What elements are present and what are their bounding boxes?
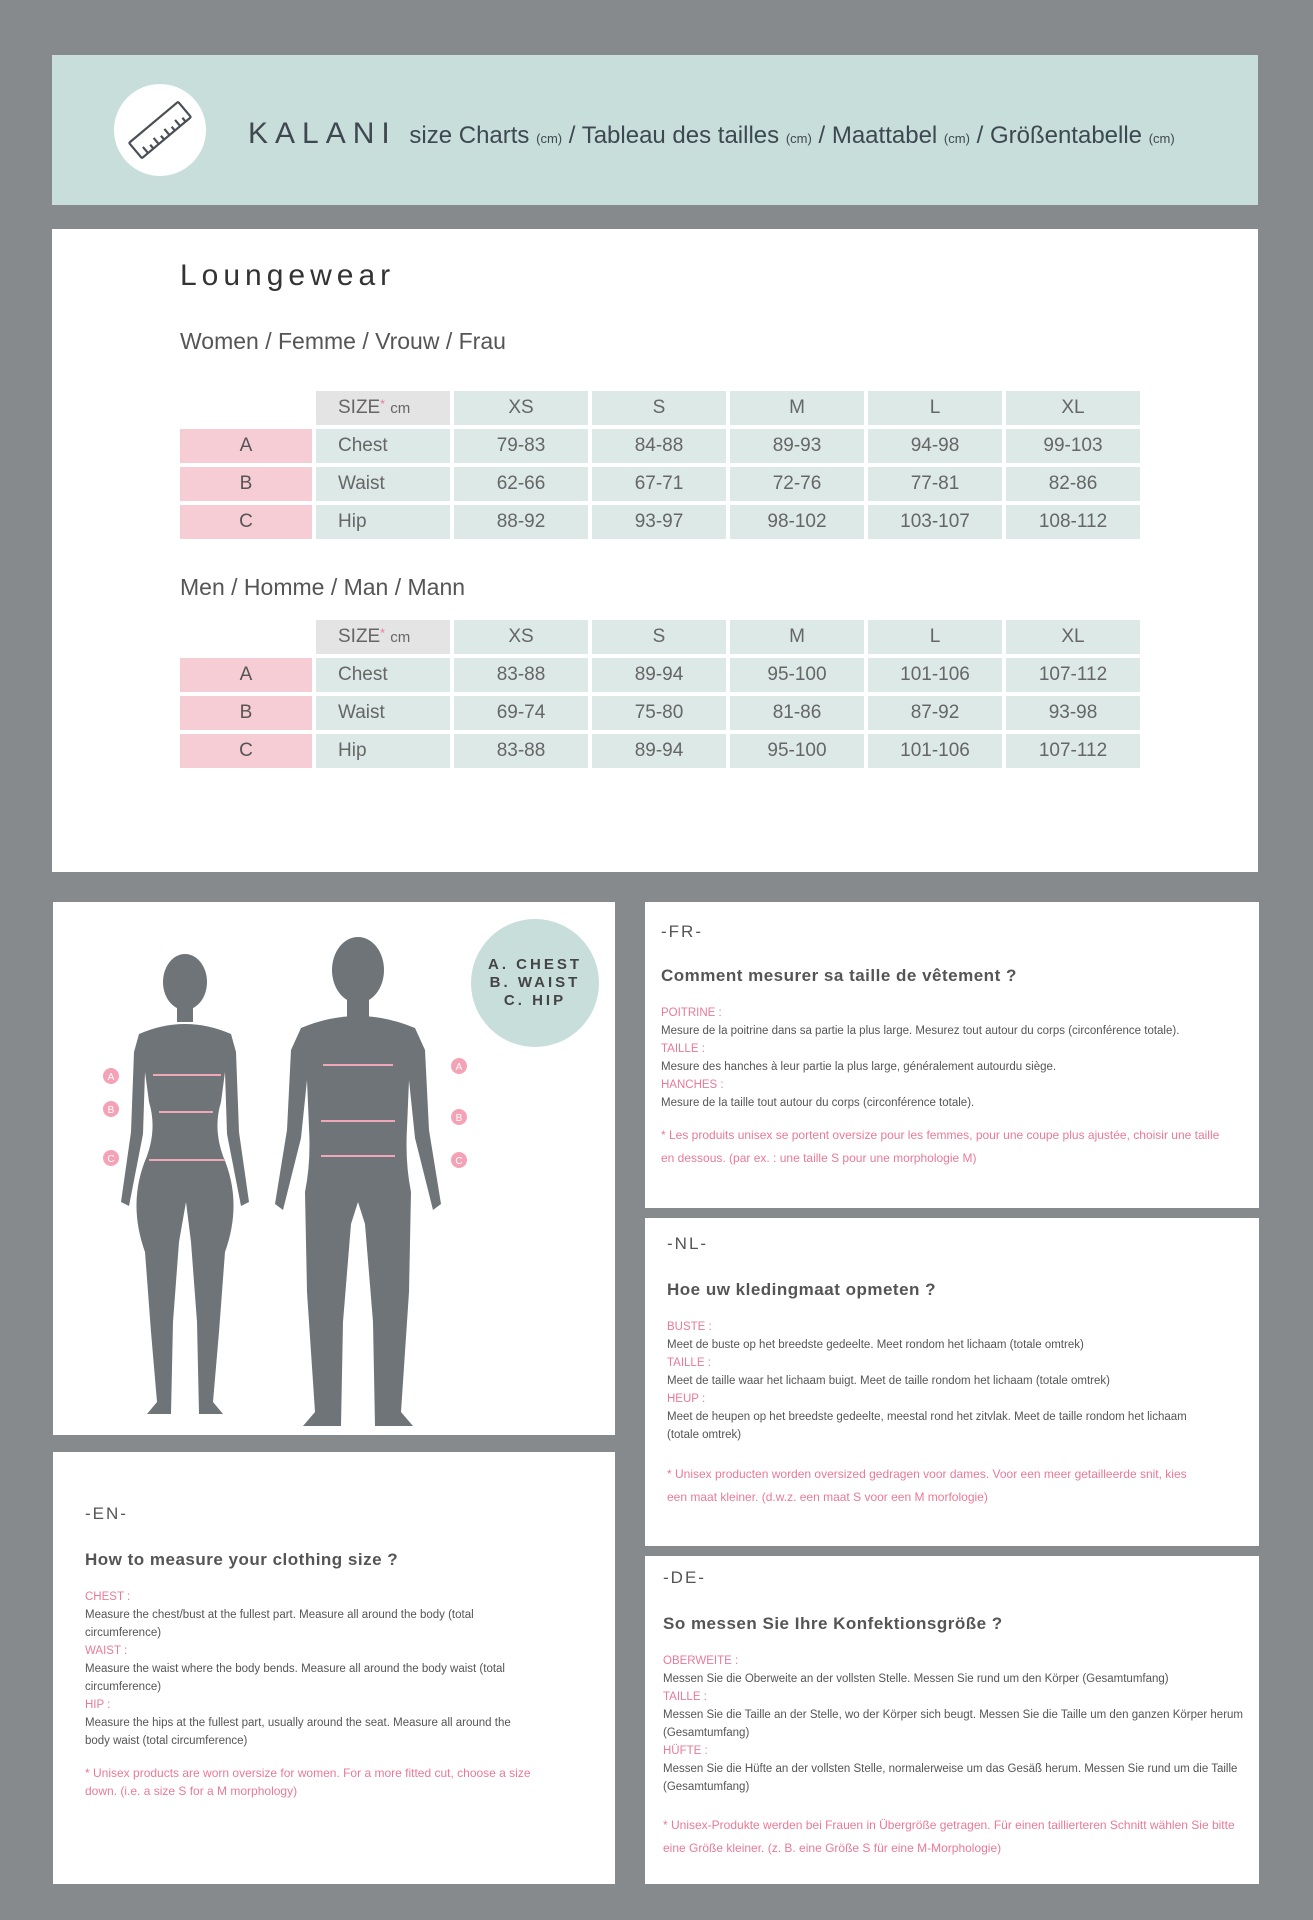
women-size-table (176, 387, 1144, 543)
marker-c-right (451, 1152, 467, 1168)
table-header-row (180, 620, 1140, 654)
size-value: 67-71 (592, 467, 726, 501)
language-tag: -NL- (667, 1234, 709, 1253)
size-col-header: XS (454, 391, 588, 425)
language-tag: -DE- (663, 1568, 706, 1587)
category-title: Loungewear (180, 259, 396, 292)
size-value: 93-97 (592, 505, 726, 539)
size-value: 98-102 (730, 505, 864, 539)
size-value: 89-94 (592, 734, 726, 768)
size-value: 83-88 (454, 658, 588, 692)
size-value: 82-86 (1006, 467, 1140, 501)
svg-text:A: A (455, 1062, 463, 1073)
row-code: C (180, 734, 312, 768)
measure-label: Hip (316, 734, 450, 768)
row-code: C (180, 505, 312, 539)
men-size-table (176, 616, 1144, 772)
size-col-header: M (730, 391, 864, 425)
size-col-header: M (730, 620, 864, 654)
marker-b-left (103, 1101, 119, 1117)
size-value: 107-112 (1006, 734, 1140, 768)
marker-a-left (103, 1068, 119, 1084)
instructions-body: POITRINE : Mesure de la poitrine dans sa partie la plus large. Mesurez tout autour du corps (circonférence totale). TAILLE : Mesure des hanches à leur partie la plus large, généralement autourdu siège. HANCHES : Mesure de la taille tout autour du corps (circonférence totale). (661, 1007, 1180, 1109)
size-value: 87-92 (868, 696, 1002, 730)
table-row (180, 467, 1140, 501)
size-header-cell: SIZE* cm (316, 620, 450, 654)
size-value: 77-81 (868, 467, 1002, 501)
svg-text:C: C (455, 1156, 463, 1167)
size-value: 84-88 (592, 429, 726, 463)
svg-text:A: A (107, 1072, 115, 1083)
row-code: A (180, 658, 312, 692)
size-value: 75-80 (592, 696, 726, 730)
size-col-header: XL (1006, 391, 1140, 425)
instructions-heading: Hoe uw kledingmaat opmeten ? (667, 1280, 937, 1299)
size-value: 94-98 (868, 429, 1002, 463)
body-figure-panel (53, 902, 615, 1435)
size-value: 108-112 (1006, 505, 1140, 539)
instructions-body: CHEST : Measure the chest/bust at the fullest part. Measure all around the body (total circumference) WAIST : Measure the waist where the body bends. Measure all around the body waist (total circumference) HIP : Measure the hips at the fullest part, usually around the seat. Measure all around the body waist (total circumference) (85, 1591, 511, 1747)
table-row (180, 696, 1140, 730)
size-value: 69-74 (454, 696, 588, 730)
size-value: 95-100 (730, 658, 864, 692)
instructions-body: OBERWEITE : Messen Sie die Oberweite an der vollsten Stelle. Messen Sie rund um den Körper (Gesamtumfang) TAILLE : Messen Sie die Taille an der Stelle, wo der Körper sich beugt. Messen Sie die Taille um den ganzen Körper herum (Gesamtumfang) HÜFTE : Messen Sie die Hüfte an der vollsten Stelle, normalerweise um das Gesäß herum. Messen Sie rund um die Taille (Gesamtumfang) (663, 1655, 1244, 1793)
en-instructions-panel (53, 1452, 615, 1884)
marker-c-left (103, 1150, 119, 1166)
svg-text:B: B (107, 1105, 115, 1116)
size-value: 95-100 (730, 734, 864, 768)
measure-label: Hip (316, 505, 450, 539)
size-value: 99-103 (1006, 429, 1140, 463)
size-value: 93-98 (1006, 696, 1140, 730)
size-value: 83-88 (454, 734, 588, 768)
unisex-note: * Les produits unisex se portent oversize pour les femmes, pour une coupe plus ajustée, choisir une taille en dessous. (par ex. : une taille S pour une morphologie M) (661, 1128, 1220, 1165)
row-code: B (180, 696, 312, 730)
marker-b-right (451, 1109, 467, 1125)
instructions-heading: How to measure your clothing size ? (85, 1550, 399, 1569)
unisex-note: * Unisex producten worden oversized gedragen voor dames. Voor een meer getailleerde snit, kies een maat kleiner. (d.w.z. een maat S voor een M morfologie) (667, 1467, 1187, 1504)
nl-instructions-panel (645, 1218, 1259, 1546)
size-header-cell: SIZE* cm (316, 391, 450, 425)
measure-label: Waist (316, 696, 450, 730)
ruler-icon (114, 84, 206, 176)
size-col-header: S (592, 391, 726, 425)
header-banner (52, 55, 1258, 205)
size-chart-panel (52, 229, 1258, 872)
size-value: 79-83 (454, 429, 588, 463)
de-instructions-panel (645, 1556, 1259, 1884)
measure-label: Chest (316, 429, 450, 463)
unisex-note: * Unisex products are worn oversize for women. For a more fitted cut, choose a size down. (i.e. a size S for a M morphology) (85, 1766, 531, 1798)
size-value: 72-76 (730, 467, 864, 501)
marker-a-right (451, 1058, 467, 1074)
row-code: A (180, 429, 312, 463)
size-value: 81-86 (730, 696, 864, 730)
size-col-header: XL (1006, 620, 1140, 654)
size-value: 89-93 (730, 429, 864, 463)
measure-label: Chest (316, 658, 450, 692)
table-header-row (180, 391, 1140, 425)
table-row (180, 429, 1140, 463)
measure-label: Waist (316, 467, 450, 501)
measurement-legend: A. CHEST B. WAIST C. HIP (471, 919, 599, 1047)
size-value: 101-106 (868, 658, 1002, 692)
size-value: 107-112 (1006, 658, 1140, 692)
size-value: 88-92 (454, 505, 588, 539)
size-col-header: L (868, 620, 1002, 654)
size-col-header: L (868, 391, 1002, 425)
svg-text:C: C (107, 1154, 115, 1165)
fr-instructions-panel (645, 902, 1259, 1208)
row-code: B (180, 467, 312, 501)
svg-text:B: B (455, 1113, 463, 1124)
size-col-header: XS (454, 620, 588, 654)
instructions-heading: Comment mesurer sa taille de vêtement ? (661, 966, 1017, 985)
instructions-heading: So messen Sie Ihre Konfektionsgröße ? (663, 1614, 1003, 1633)
size-value: 101-106 (868, 734, 1002, 768)
table-row (180, 734, 1140, 768)
size-value: 89-94 (592, 658, 726, 692)
language-tag: -EN- (85, 1504, 128, 1523)
brand-name: KALANI (248, 117, 397, 150)
page-title: KALANI size Charts (cm) / Tableau des tailles (cm) / Maattabel (cm) / Größentabelle (cm) (248, 117, 1175, 150)
women-heading: Women / Femme / Vrouw / Frau (180, 328, 506, 354)
instructions-body: BUSTE : Meet de buste op het breedste gedeelte. Meet rondom het lichaam (totale omtrek) TAILLE : Meet de taille waar het lichaam buigt. Meet de taille rondom het lichaam (totale omtrek) HEUP : Meet de heupen op het breedste gedeelte, meestal rond het zitvlak. Meet de taille rondom het lichaam (totale omtrek) (667, 1321, 1187, 1441)
size-value: 62-66 (454, 467, 588, 501)
men-heading: Men / Homme / Man / Mann (180, 574, 466, 600)
unisex-note: * Unisex-Produkte werden bei Frauen in Übergröße getragen. Für einen taillierteren Schnitt wählen Sie bitte eine Größe kleiner. (z. B. eine Größe S für eine M-Morphologie) (663, 1818, 1235, 1855)
language-tag: -FR- (661, 922, 703, 941)
table-row (180, 505, 1140, 539)
table-row (180, 658, 1140, 692)
size-value: 103-107 (868, 505, 1002, 539)
size-col-header: S (592, 620, 726, 654)
